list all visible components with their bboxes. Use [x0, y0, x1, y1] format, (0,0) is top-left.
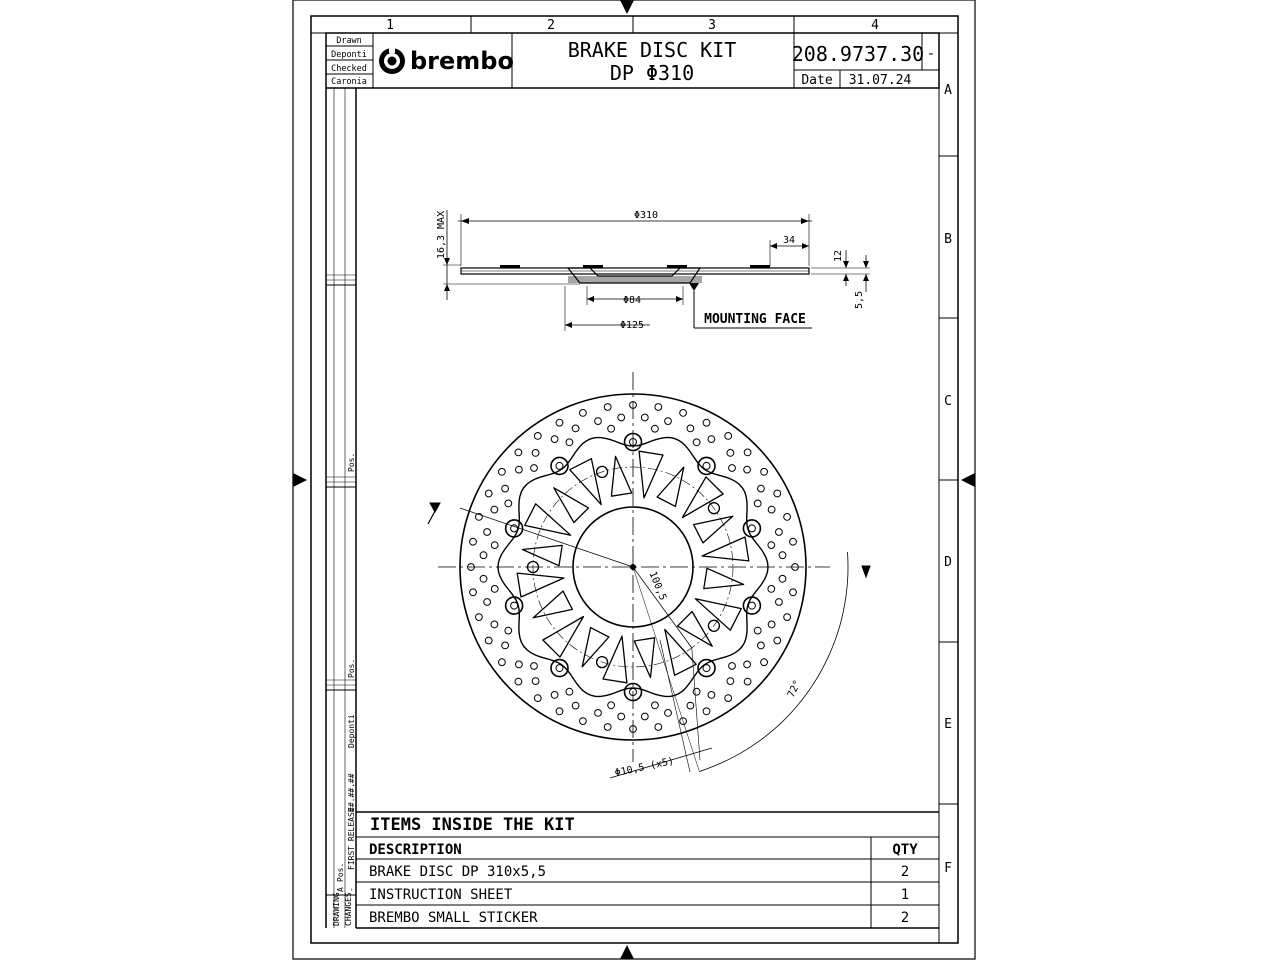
- drilled-hole: [499, 659, 506, 666]
- dim-pcd: 100,5: [646, 570, 669, 603]
- spoke-window: [543, 617, 584, 658]
- drilled-hole: [491, 621, 498, 628]
- title-line-2: DP Φ310: [609, 61, 695, 85]
- section-arrow-stem: [428, 511, 435, 524]
- column-label-1: 1: [386, 18, 394, 33]
- inner-frame: [311, 16, 958, 943]
- drilled-hole: [484, 529, 491, 536]
- drilled-hole: [551, 692, 558, 699]
- row-label-f: F: [944, 861, 952, 876]
- drilled-hole: [595, 418, 602, 425]
- floating-button: [506, 597, 523, 614]
- strip-cell-dash: -: [347, 887, 356, 892]
- drilled-hole: [652, 702, 659, 709]
- drilled-hole: [534, 433, 541, 440]
- kit-col-description: DESCRIPTION: [369, 842, 462, 858]
- spoke-window: [611, 456, 631, 496]
- drilled-hole: [761, 659, 768, 666]
- dim-34: 34: [782, 235, 796, 246]
- drilled-hole: [641, 414, 648, 421]
- kit-item-qty: 1: [900, 887, 910, 903]
- drilled-hole: [484, 599, 491, 606]
- strip-cell-date: ##.##.##: [347, 773, 356, 812]
- brembo-logo-icon: [379, 44, 514, 75]
- row-label-c: C: [944, 394, 952, 409]
- drilled-hole: [729, 465, 736, 472]
- drilled-hole: [744, 678, 751, 685]
- drilled-hole: [604, 724, 611, 731]
- drilled-hole: [505, 500, 512, 507]
- hole-leader-2: [660, 640, 690, 772]
- drilled-hole: [491, 506, 498, 513]
- drilled-hole: [580, 410, 587, 417]
- drilled-hole: [480, 575, 487, 582]
- floating-button-core: [556, 462, 563, 469]
- floating-button-core: [511, 602, 518, 609]
- drilled-hole: [768, 586, 775, 593]
- row-label-d: D: [944, 555, 952, 570]
- logo-wordmark: brembo: [410, 47, 514, 75]
- spoke-window: [634, 638, 654, 678]
- row-label-e: E: [944, 717, 952, 732]
- drilled-hole: [531, 465, 538, 472]
- column-label-3: 3: [708, 18, 716, 33]
- drilled-hole: [729, 663, 736, 670]
- dim-mounting-holes: Φ10,5 (x5): [613, 755, 676, 780]
- dim-outer-diameter: Φ310: [633, 210, 659, 221]
- dim-diameter-84: Φ84: [622, 295, 642, 306]
- title-line-1: BRAKE DISC KIT: [567, 38, 737, 62]
- floating-button: [743, 597, 760, 614]
- pcd-leader: [633, 567, 692, 648]
- spoke-window: [702, 537, 749, 561]
- drilled-hole: [532, 450, 539, 457]
- strip-cell-pos-2: Pos.: [347, 658, 356, 678]
- drilled-hole: [774, 637, 781, 644]
- drilled-hole: [534, 695, 541, 702]
- table-row: [369, 910, 909, 926]
- drilled-hole: [754, 627, 761, 634]
- kit-item-qty: 2: [900, 864, 910, 880]
- drilled-hole: [595, 710, 602, 717]
- drilled-hole: [727, 450, 734, 457]
- spoke-window: [639, 451, 663, 498]
- drilled-hole: [754, 500, 761, 507]
- drilled-hole: [774, 490, 781, 497]
- dim-height: 16,3 MAX: [436, 210, 447, 260]
- drilled-hole: [470, 538, 477, 545]
- spoke-window: [704, 568, 744, 588]
- kit-item-description: BRAKE DISC DP 310x5,5: [369, 864, 547, 880]
- drilled-hole: [566, 439, 573, 446]
- drilled-hole: [790, 589, 797, 596]
- floating-button-core: [703, 462, 710, 469]
- role-drawn-name: Deponti: [331, 50, 367, 60]
- drilled-hole: [655, 724, 662, 731]
- drilled-hole: [768, 621, 775, 628]
- drilled-hole: [532, 678, 539, 685]
- spoke-window: [533, 591, 572, 618]
- spoke-window: [683, 477, 724, 518]
- drilled-hole: [470, 589, 477, 596]
- drilled-hole: [480, 552, 487, 559]
- spoke-window: [525, 504, 571, 535]
- spoke-window: [678, 612, 713, 647]
- spoke-window: [522, 545, 562, 565]
- kit-title: ITEMS INSIDE THE KIT: [370, 815, 575, 835]
- drilled-hole: [779, 575, 786, 582]
- dim-12: 12: [833, 249, 844, 263]
- drilled-hole: [784, 614, 791, 621]
- drilled-hole: [499, 468, 506, 475]
- dim-angle: 72°: [785, 678, 804, 700]
- spoke-window: [570, 459, 601, 505]
- drilled-hole: [516, 466, 523, 473]
- floating-button-core: [748, 602, 755, 609]
- drilled-hole: [744, 449, 751, 456]
- column-label-2: 2: [547, 18, 555, 33]
- floating-button-core: [703, 665, 710, 672]
- drilled-hole: [708, 436, 715, 443]
- floating-button-core: [748, 525, 755, 532]
- drilled-hole: [515, 449, 522, 456]
- mounting-face-label: MOUNTING FACE: [704, 312, 806, 327]
- drilled-hole: [566, 688, 573, 695]
- row-label-b: B: [944, 232, 952, 247]
- drilled-hole: [768, 506, 775, 513]
- drilled-hole: [491, 542, 498, 549]
- role-checked-name: Caronia: [331, 77, 367, 87]
- strip-cell-pos: Pos.: [336, 862, 345, 882]
- section-arrow-right-icon: [862, 566, 870, 577]
- front-view: [428, 372, 870, 779]
- drilled-hole: [556, 708, 563, 715]
- drilled-hole: [708, 692, 715, 699]
- drilled-hole: [515, 678, 522, 685]
- drilled-hole: [556, 419, 563, 426]
- drilled-hole: [727, 678, 734, 685]
- drilled-hole: [655, 404, 662, 411]
- spoke-window: [554, 488, 589, 523]
- drilled-hole: [687, 702, 694, 709]
- drilled-hole: [476, 614, 483, 621]
- drilled-hole: [485, 490, 492, 497]
- drilled-hole: [618, 713, 625, 720]
- drilled-hole: [665, 710, 672, 717]
- drilled-hole: [703, 708, 710, 715]
- drilled-hole: [725, 433, 732, 440]
- spoke-window: [582, 628, 609, 667]
- drilled-hole: [641, 713, 648, 720]
- drilled-hole: [604, 404, 611, 411]
- drilled-hole: [491, 586, 498, 593]
- spoke-window: [694, 516, 733, 543]
- drilled-hole: [551, 436, 558, 443]
- row-label-a: A: [944, 83, 952, 98]
- drilled-hole: [725, 695, 732, 702]
- kit-col-qty: QTY: [892, 842, 918, 858]
- spoke-window: [665, 629, 696, 675]
- drilled-hole: [693, 688, 700, 695]
- drilled-hole: [790, 538, 797, 545]
- drilled-hole: [779, 552, 786, 559]
- drilled-hole: [758, 642, 765, 649]
- column-label-4: 4: [871, 18, 879, 33]
- drilled-hole: [776, 529, 783, 536]
- table-row: [369, 864, 909, 880]
- floating-button-core: [556, 665, 563, 672]
- side-view: [443, 210, 870, 331]
- revision-mark: -: [926, 46, 936, 62]
- strip-cell-pos-3: Pos.: [347, 452, 356, 472]
- floating-button: [743, 520, 760, 537]
- dim-diameter-125: Φ125: [619, 320, 645, 331]
- drilled-hole: [580, 718, 587, 725]
- spoke-window: [657, 467, 684, 506]
- kit-item-qty: 2: [900, 910, 910, 926]
- kit-item-description: INSTRUCTION SHEET: [369, 887, 513, 903]
- angle-arc: [699, 552, 848, 772]
- drilled-hole: [776, 599, 783, 606]
- strip-cell-a: A: [336, 887, 345, 892]
- drilled-hole: [485, 637, 492, 644]
- drilled-hole: [744, 466, 751, 473]
- drilled-hole: [768, 542, 775, 549]
- drilled-hole: [531, 663, 538, 670]
- drilled-hole: [784, 514, 791, 521]
- table-row: [369, 887, 909, 903]
- date-label: Date: [801, 73, 833, 88]
- drilled-hole: [516, 661, 523, 668]
- drilled-hole: [572, 702, 579, 709]
- drilled-hole: [652, 425, 659, 432]
- drilled-hole: [703, 419, 710, 426]
- drilled-hole: [608, 702, 615, 709]
- role-checked: Checked: [331, 64, 367, 74]
- revision-strip: [326, 88, 356, 928]
- date-value: 31.07.24: [848, 73, 912, 88]
- part-number: 208.9737.30: [791, 42, 925, 66]
- kit-table: [356, 812, 939, 928]
- title-block: [326, 33, 939, 88]
- drilled-hole: [761, 468, 768, 475]
- drilled-hole: [608, 425, 615, 432]
- drilled-hole: [502, 485, 509, 492]
- drilled-hole: [687, 425, 694, 432]
- drilled-hole: [618, 414, 625, 421]
- strip-label-drawing: DRAWING: [332, 892, 341, 926]
- spoke-window: [695, 599, 741, 630]
- strip-label-changes: CHANGES: [344, 892, 353, 926]
- role-drawn: Drawn: [336, 36, 362, 46]
- drilled-hole: [665, 418, 672, 425]
- spoke-window: [517, 573, 564, 597]
- drilled-hole: [758, 485, 765, 492]
- kit-item-description: BREMBO SMALL STICKER: [369, 910, 538, 926]
- strip-cell-deponti: Deponti: [347, 714, 356, 748]
- drilled-hole: [693, 439, 700, 446]
- drilled-hole: [572, 425, 579, 432]
- strip-cell-first-release: FIRST RELEASE: [347, 807, 356, 870]
- drilled-hole: [744, 661, 751, 668]
- drilled-hole: [680, 410, 687, 417]
- drilled-hole: [502, 642, 509, 649]
- section-arrow-icon: [430, 503, 440, 512]
- drilled-hole: [505, 627, 512, 634]
- dim-thickness: 5,5: [854, 290, 865, 310]
